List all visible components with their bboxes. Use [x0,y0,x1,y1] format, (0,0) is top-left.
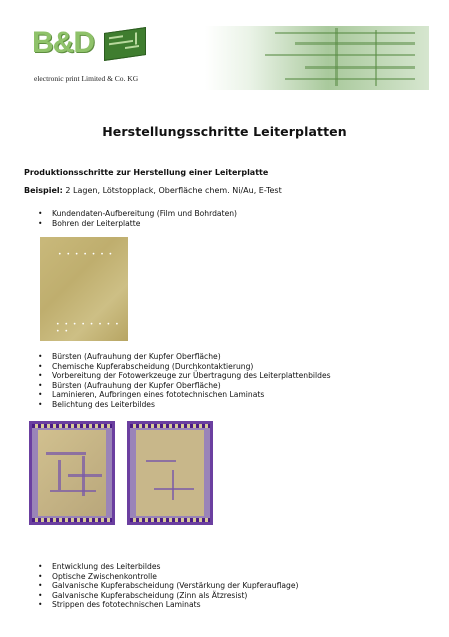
example-text: 2 Lagen, Lötstopplack, Oberfläche chem. Ni/Au, E-Test [62,186,282,195]
list-item: • Bohren der Leiterplatte [38,219,237,229]
list-item: • Kundendaten-Aufbereitung (Film und Bohrdaten) [38,209,237,219]
example-line [24,186,282,195]
section-heading: Produktionsschritte zur Herstellung einer Leiterplatte [24,168,269,177]
exposed-board-photo-1 [29,421,115,525]
page-title: Herstellungsschritte Leiterplatten [102,124,347,139]
drill-holes-bottom: • • • • • • • • • • [56,321,121,335]
list-item: • Bürsten (Aufrauhung der Kupfer Oberfläche) [38,352,331,362]
company-logo: B&D [32,26,94,59]
list-item: • Belichtung des Leiterbildes [38,400,331,410]
list-item: • Laminieren, Aufbringen eines fototechnischen Laminats [38,390,331,400]
circuit-board-logo-image [104,27,146,61]
circuit-board-banner-image [205,26,429,90]
list-item: • Chemische Kupferabscheidung (Durchkontaktierung) [38,362,331,372]
steps-list-3 [38,562,299,610]
page-header [0,0,449,95]
company-name: electronic print Limited & Co. KG [34,74,139,83]
list-item: • Optische Zwischenkontrolle [38,572,299,582]
exposed-board-photo-2 [127,421,213,525]
list-item: • Galvanische Kupferabscheidung (Zinn als Ätzresist) [38,591,299,601]
list-item: • Bürsten (Aufrauhung der Kupfer Oberfläche) [38,381,331,391]
list-item: • Vorbereitung der Fotowerkzeuge zur Übertragung des Leiterplattenbildes [38,371,331,381]
steps-list-1 [38,209,237,228]
list-item: • Strippen des fototechnischen Laminats [38,600,299,610]
example-label: Beispiel: [24,186,63,195]
list-item: • Galvanische Kupferabscheidung (Verstärkung der Kupferauflage) [38,581,299,591]
drilled-board-photo [40,237,128,341]
list-item: • Entwicklung des Leiterbildes [38,562,299,572]
steps-list-2 [38,352,331,409]
drill-holes-top: • • • • • • • [58,251,114,258]
